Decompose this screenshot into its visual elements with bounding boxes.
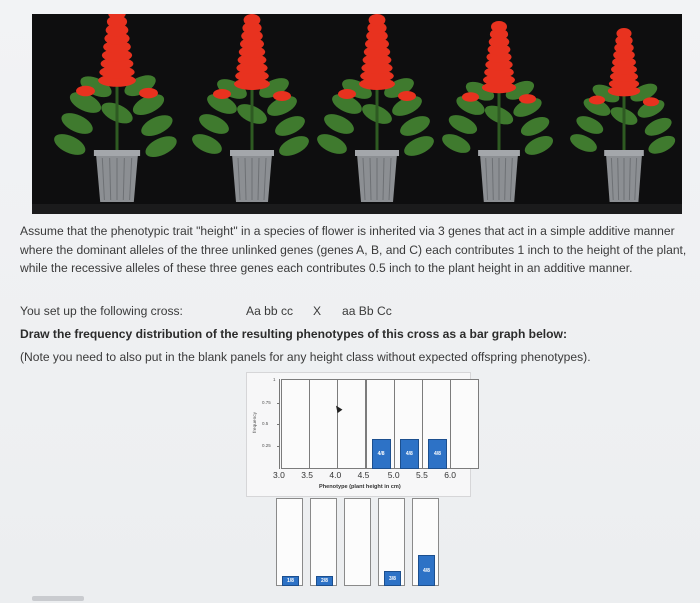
instruction-text: Draw the frequency distribution of the resulting phenotypes of this cross as a bar graph below: (20, 327, 567, 341)
salvia-plants-image (32, 14, 682, 214)
frequency-bar-graph (246, 372, 471, 497)
flower-spike (244, 14, 261, 26)
pot-rim (604, 150, 644, 156)
answer-panel (344, 498, 371, 586)
pot-rim (230, 150, 274, 156)
bar-value-label: 4/8 (434, 451, 441, 458)
cross-line (20, 304, 690, 322)
side-flower (213, 89, 231, 99)
graph-panel (337, 379, 366, 469)
answer-bar (316, 576, 333, 586)
photo-floor (32, 204, 682, 214)
horizontal-scrollbar[interactable] (32, 596, 84, 601)
answer-bar-label: 4/8 (423, 567, 430, 574)
x-tick-label: 3.5 (301, 470, 314, 480)
answer-bar (384, 571, 401, 586)
side-flower (643, 97, 659, 106)
y-tick-mark (277, 424, 280, 425)
answer-bar-label: 1/8 (287, 578, 294, 584)
x-tick-label: 4.0 (329, 470, 342, 480)
pot-rim (355, 150, 399, 156)
leaf (642, 114, 674, 139)
leaf (446, 111, 480, 138)
leaf (397, 112, 433, 140)
side-flower (462, 92, 479, 102)
leaf (138, 111, 176, 140)
x-tick-label: 5.0 (387, 470, 400, 480)
y-tick-mark (277, 403, 280, 404)
bar-panels-row (270, 492, 442, 594)
answer-bar (418, 555, 435, 586)
parent-1-genotype: Aa bb cc (246, 304, 294, 318)
graph-panel (450, 379, 479, 469)
cross-intro: You set up the following cross: (20, 304, 183, 318)
leaf (189, 130, 225, 158)
leaf (272, 112, 308, 140)
leaf (567, 130, 599, 155)
frequency-bar (372, 439, 391, 469)
graph-panel (281, 379, 310, 469)
leaf (314, 130, 350, 158)
leaf (401, 132, 437, 160)
x-axis-label: Phenotype (plant height in cm) (319, 484, 401, 490)
y-tick-label: 0.75 (262, 399, 271, 405)
graph-panel (309, 379, 338, 469)
note-text: (Note you need to also put in the blank panels for any height class without expected offspring phenotypes). (20, 350, 591, 364)
flower-spike (491, 21, 507, 32)
answer-bar-label: 3/8 (389, 575, 396, 582)
answer-bar (282, 576, 299, 586)
pot-rim (94, 150, 140, 156)
leaf (58, 109, 96, 138)
pot-rim (478, 150, 520, 156)
leaf (196, 110, 232, 138)
x-tick-label: 6.0 (444, 470, 457, 480)
answer-bar-label: 2/8 (321, 578, 328, 584)
flower-photo (32, 14, 682, 214)
bar-value-label: 4/8 (377, 451, 385, 458)
leaf (321, 110, 357, 138)
bar-value-label: 4/8 (405, 451, 413, 458)
leaf (51, 130, 89, 159)
x-tick-label: 5.5 (416, 470, 428, 480)
answer-panel (310, 498, 337, 586)
leaf (522, 132, 556, 159)
y-tick-label: 0.25 (262, 442, 271, 448)
side-flower (76, 86, 95, 97)
leaf (142, 132, 180, 161)
leaf (518, 113, 552, 140)
side-flower (139, 88, 158, 99)
side-flower (519, 94, 536, 104)
side-flower (338, 89, 356, 99)
parent-2-genotype: aa Bb Cc (342, 304, 392, 318)
x-tick-label: 3.0 (273, 470, 285, 480)
leaf (276, 132, 312, 160)
flower-spike (369, 14, 386, 26)
side-flower (398, 91, 416, 101)
answer-panel (276, 498, 303, 586)
frequency-bar (400, 439, 419, 469)
leaf (439, 130, 473, 157)
leaf (646, 132, 678, 157)
y-tick-label: 0.5 (262, 421, 269, 426)
flower-spike (616, 28, 631, 39)
side-flower (589, 96, 605, 105)
y-tick-mark (277, 446, 280, 447)
leaf (574, 112, 606, 137)
y-axis-label: frequency (253, 411, 258, 433)
cross-symbol: X (313, 304, 322, 318)
frequency-bar (428, 439, 447, 469)
side-flower (273, 91, 291, 101)
question-paragraph: Assume that the phenotypic trait "height" in a species of flower is inherited via 3 genes that act in a simple additive manner where the dominant alleles of the three unlinked genes (genes A, B, and C) each contributes 1 inch to the height of the plant, while the recessive alleles of these three genes each contributes 0.5 inch to the plant height in an additive manner. (20, 224, 687, 276)
x-tick-label: 4.5 (357, 470, 370, 480)
y-top-tick: 1 (273, 377, 276, 382)
